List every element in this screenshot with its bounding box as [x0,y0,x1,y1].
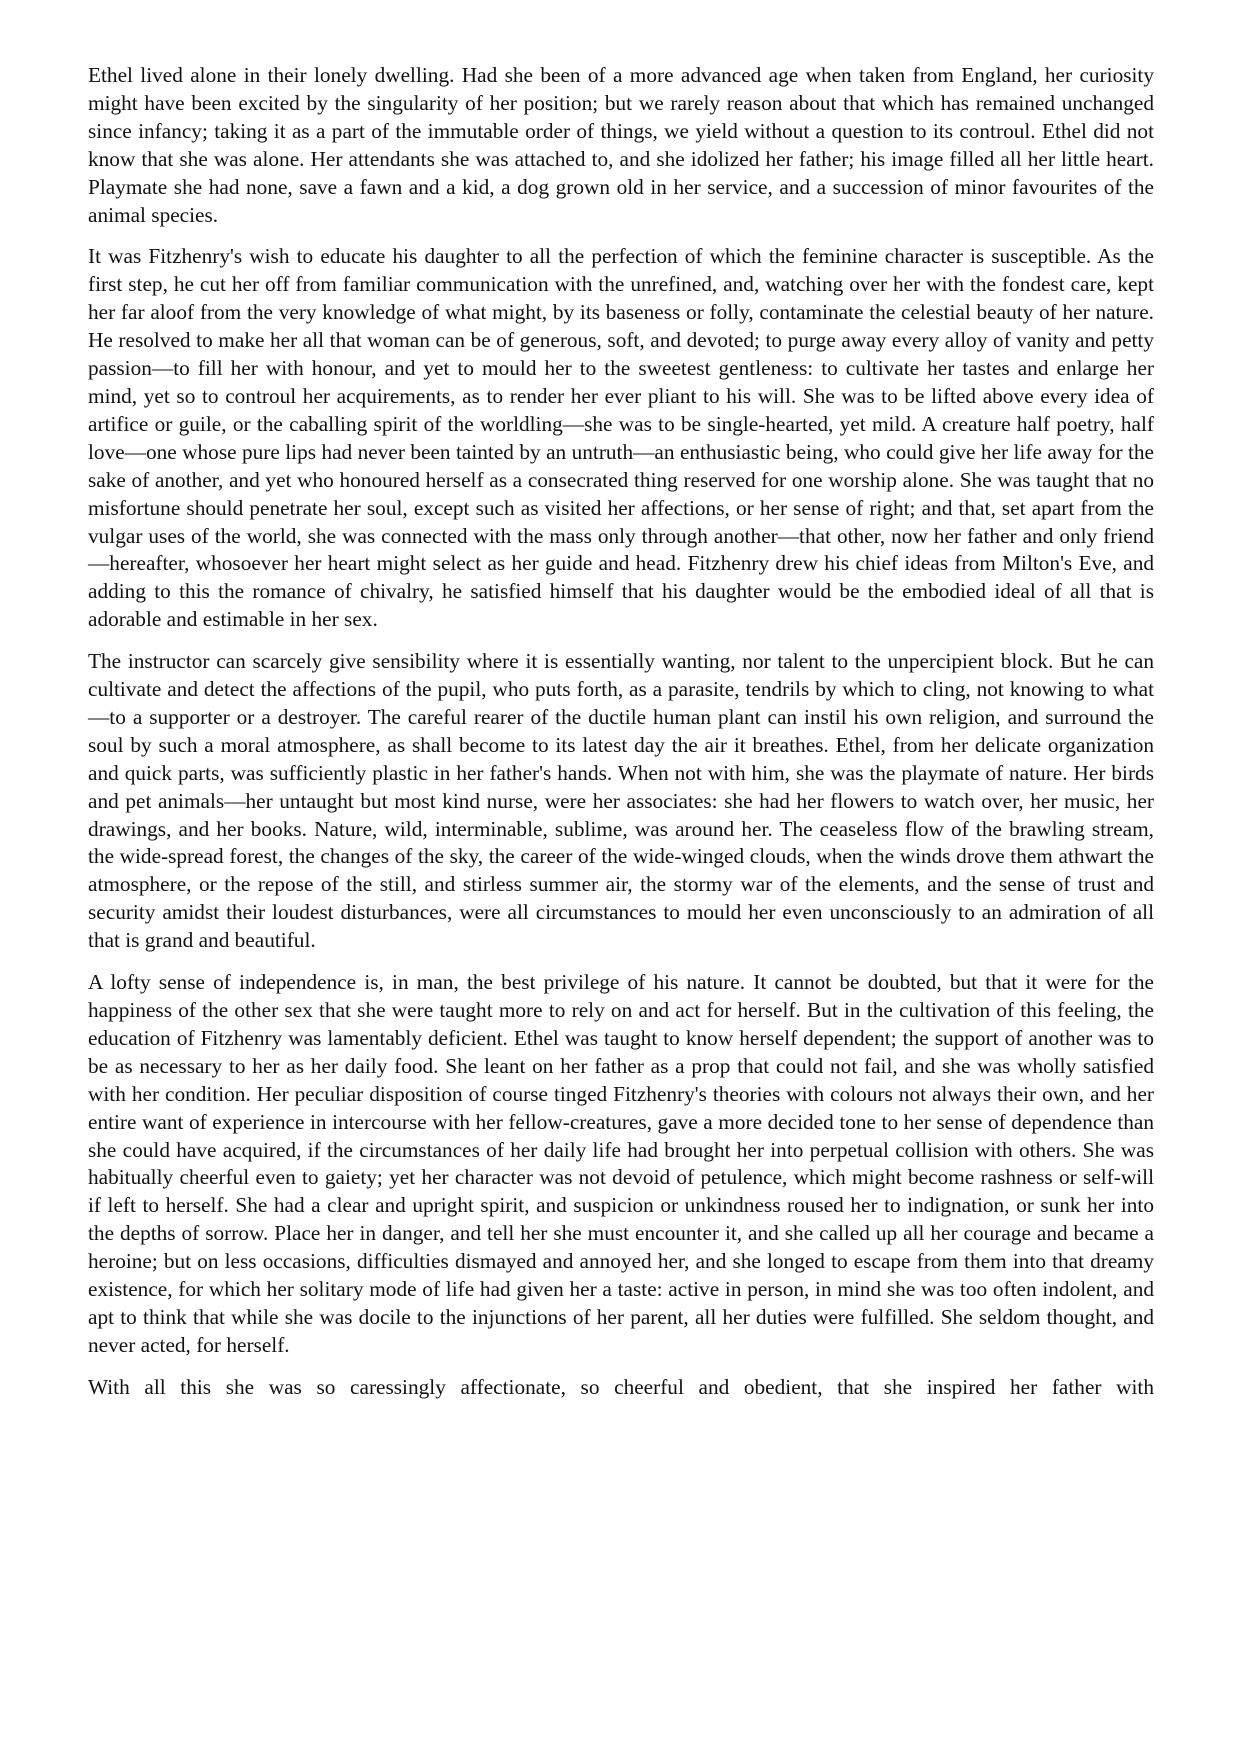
paragraph-affectionate: With all this she was so caressingly affectionate, so cheerful and obedient, that she inspired her father with [88,1374,1154,1399]
paragraph-fitzhenry-wish: It was Fitzhenry's wish to educate his daughter to all the perfection of which the feminine character is susceptible. As the first step, he cut her off from familiar communication with the unrefined, and, watching over her with the fondest care, kept her far aloof from the very knowledge of what might, by its baseness or folly, contaminate the celestial beauty of her nature. He resolved to make her all that woman can be of generous, soft, and devoted; to purge away every alloy of vanity and petty passion—to fill her with honour, and yet to mould her to the sweetest gentleness: to cultivate her tastes and enlarge her mind, yet so to controul her acquirements, as to render her ever pliant to his will. She was to be lifted above every idea of artifice or guile, or the caballing spirit of the worldling—she was to be single-hearted, yet mild. A creature half poetry, half love—one whose pure lips had never been tainted by an untruth—an enthusiastic being, who could give her life away for the sake of another, and yet who honoured herself as a consecrated thing reserved for one worship alone. She was taught that no misfortune should penetrate her soul, except such as visited her affections, or her sense of right; and that, set apart from the vulgar uses of the world, she was connected with the mass only through another—that other, now her father and only friend—hereafter, whosoever her heart might select as her guide and head. Fitzhenry drew his chief ideas from Milton's Eve, and adding to this the romance of chivalry, he satisfied himself that his daughter would be the embodied ideal of all that is adorable and estimable in her sex. [88,244,1154,632]
paragraph-independence: A lofty sense of independence is, in man, the best privilege of his nature. It cannot be doubted, but that it were for the happiness of the other sex that she were taught more to rely on and act for herself. But in the cultivation of this feeling, the education of Fitzhenry was lamentably deficient. Ethel was taught to know herself dependent; the support of another was to be as necessary to her as her daily food. She leant on her father as a prop that could not fail, and she was wholly satisfied with her condition. Her peculiar disposition of course tinged Fitzhenry's theories with colours not always their own, and her entire want of experience in intercourse with her fellow-creatures, gave a more decided tone to her sense of dependence than she could have acquired, if the circumstances of her daily life had brought her into perpetual collision with others. She was habitually cheerful even to gaiety; yet her character was not devoid of petulence, which might become rashness or self-will if left to herself. She had a clear and upright spirit, and suspicion or unkindness roused her to indignation, or sunk her into the depths of sorrow. Place her in danger, and tell her she must encounter it, and she called up all her courage and became a heroine; but on less occasions, difficulties dismayed and annoyed her, and she longed to escape from them into that dreamy existence, for which her solitary mode of life had given her a taste: active in person, in mind she was too often indolent, and apt to think that while she was docile to the injunctions of her parent, all her duties were fulfilled. She seldom thought, and never acted, for herself. [88,970,1154,1357]
document-page [88,62,1154,1416]
paragraph-ethel-alone: Ethel lived alone in their lonely dwelling. Had she been of a more advanced age when taken from England, her curiosity might have been excited by the singularity of her position; but we rarely reason about that which has remained unchanged since infancy; taking it as a part of the immutable order of things, we yield without a question to its controul. Ethel did not know that she was alone. Her attendants she was attached to, and she idolized her father; his image filled all her little heart. Playmate she had none, save a fawn and a kid, a dog grown old in her service, and a succession of minor favourites of the animal species. [88,63,1154,227]
paragraph-instructor: The instructor can scarcely give sensibility where it is essentially wanting, nor talent to the unpercipient block. But he can cultivate and detect the affections of the pupil, who puts forth, as a parasite, tendrils by which to cling, not knowing to what—to a supporter or a destroyer. The careful rearer of the ductile human plant can instil his own religion, and surround the soul by such a moral atmosphere, as shall become to its latest day the air it breathes. Ethel, from her delicate organization and quick parts, was sufficiently plastic in her father's hands. When not with him, she was the playmate of nature. Her birds and pet animals—her untaught but most kind nurse, were her associates: she had her flowers to watch over, her music, her drawings, and her books. Nature, wild, interminable, sublime, was around her. The ceaseless flow of the brawling stream, the wide-spread forest, the changes of the sky, the career of the wide-winged clouds, when the winds drove them athwart the atmosphere, or the repose of the still, and stirless summer air, the stormy war of the elements, and the sense of trust and security amidst their loudest disturbances, were all circumstances to mould her even unconsciously to an admiration of all that is grand and beautiful. [88,649,1154,953]
